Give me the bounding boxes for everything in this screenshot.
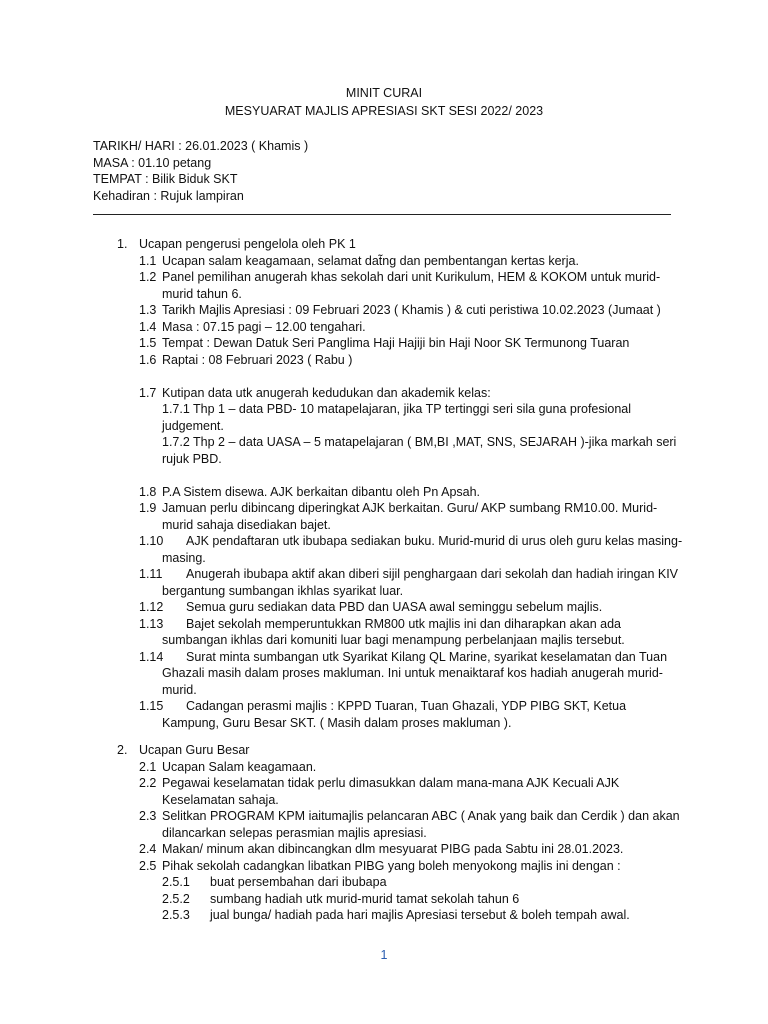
list-item <box>0 759 686 776</box>
list-item <box>0 841 686 858</box>
sub-item <box>0 401 686 434</box>
item-number: 1.1 <box>139 253 157 268</box>
item-text: Makan/ minum akan dibincangkan dlm mesyuarat PIBG pada Sabtu ini 28.01.2023. <box>162 842 624 856</box>
item-text: Cadangan perasmi majlis : KPPD Tuaran, Tuan Ghazali, YDP PIBG SKT, Ketua Kampung, Guru Besar SKT. ( Masih dalam proses makluman ). <box>162 699 627 730</box>
list-item <box>0 319 686 336</box>
item-text: Bajet sekolah memperuntukkan RM800 utk majlis ini dan diharapkan akan ada sumbangan ikhlas dari komuniti luar bagi menampung perbelanjaan majlis tersebut. <box>162 616 625 647</box>
item-text: Tempat : Dewan Datuk Seri Panglima Haji Hajiji bin Haji Noor SK Termunong Tuaran <box>162 336 630 350</box>
list-item <box>0 775 686 808</box>
item-number: 2.4 <box>139 842 157 856</box>
section-number: 1. <box>117 237 128 251</box>
item-number: 1.12 <box>139 600 164 614</box>
sub-item <box>0 907 686 924</box>
item-number: 1.11 <box>139 567 163 581</box>
item-number: 1.15 <box>139 699 164 713</box>
item-number: 2.2 <box>139 776 157 790</box>
item-number: 1.10 <box>139 534 164 548</box>
list-item <box>0 335 686 352</box>
item-number: 1.4 <box>139 319 157 334</box>
item-number: 1.2 <box>139 270 157 284</box>
item-text: Ucapan salam keagamaan, selamat dat̃ng dan pembentangan kertas kerja. <box>162 253 579 268</box>
list-item <box>0 352 686 369</box>
sub-item-text: sumbang hadiah utk murid-murid tamat sekolah tahun 6 <box>210 891 520 906</box>
sub-item-number: 2.5.3 <box>162 908 190 922</box>
item-text: Jamuan perlu dibincang diperingkat AJK berkaitan. Guru/ AKP sumbang RM10.00. Murid-murid sahaja disediakan bajet. <box>162 501 658 532</box>
meeting-date: TARIKH/ HARI : 26.01.2023 ( Khamis ) <box>93 139 309 153</box>
meeting-details <box>93 138 308 204</box>
section-title: Ucapan pengerusi pengelola oleh PK 1 <box>139 237 356 251</box>
item-text: Ucapan Salam keagamaan. <box>162 759 317 774</box>
document-subtitle: MESYUARAT MAJLIS APRESIASI SKT SESI 2022/ 2023 <box>224 104 544 118</box>
meeting-venue: TEMPAT : Bilik Biduk SKT <box>93 172 238 186</box>
page-number: 1 <box>380 948 388 962</box>
item-text: Pegawai keselamatan tidak perlu dimasukkan dalam mana-mana AJK Kecuali AJK Keselamatan sahaja. <box>162 776 620 807</box>
divider-line <box>93 214 671 215</box>
list-item <box>0 599 686 616</box>
sub-item <box>0 891 686 908</box>
item-text: Anugerah ibubapa aktif akan diberi sijil penghargaan dari sekolah dan hadiah iringan KIV bergantung sumbangan ikhlas syarikat luar. <box>162 567 679 598</box>
item-text: Selitkan PROGRAM KPM iaitumajlis pelancaran ABC ( Anak yang baik dan Cerdik ) dan akan dilancarkan selepas perasmian majlis apresiasi. <box>162 809 680 840</box>
list-item <box>0 302 686 319</box>
sub-item <box>0 874 686 891</box>
item-number: 1.8 <box>139 484 157 499</box>
item-text: Pihak sekolah cadangkan libatkan PIBG yang boleh menyokong majlis ini dengan : <box>162 858 621 873</box>
list-item <box>0 500 686 533</box>
sub-item-text: 1.7.2 Thp 2 – data UASA – 5 matapelajaran ( BM,BI ,MAT, SNS, SEJARAH )-jika markah seri rujuk PBD. <box>162 435 677 466</box>
list-item <box>0 649 686 699</box>
meeting-time: MASA : 01.10 petang <box>93 155 212 170</box>
item-text: Tarikh Majlis Apresiasi : 09 Februari 2023 ( Khamis ) & cuti peristiwa 10.02.2023 (Jumaat ) <box>162 303 661 317</box>
item-number: 1.13 <box>139 616 164 631</box>
list-item <box>0 698 686 731</box>
section-number: 2. <box>117 743 128 757</box>
item-text: Surat minta sumbangan utk Syarikat Kilang QL Marine, syarikat keselamatan dan Tuan Ghazali masih dalam proses makluman. Ini untuk menaiktaraf kos hadiah anugerah murid-murid. <box>162 649 668 697</box>
list-item <box>0 858 686 875</box>
item-number: 1.7 <box>139 385 157 400</box>
item-number: 2.5 <box>139 858 157 873</box>
item-text: Masa : 07.15 pagi – 12.00 tengahari. <box>162 319 366 334</box>
item-text: Kutipan data utk anugerah kedudukan dan akademik kelas: <box>162 385 491 400</box>
sub-item-text: 1.7.1 Thp 1 – data PBD- 10 matapelajaran, jika TP tertinggi seri sila guna profesional judgement. <box>162 402 632 433</box>
document-title: MINIT CURAI <box>345 86 423 100</box>
list-item <box>0 808 686 841</box>
list-item <box>0 484 686 501</box>
sub-item-number: 2.5.2 <box>162 891 190 906</box>
section-title: Ucapan Guru Besar <box>139 743 250 757</box>
section-heading <box>0 742 768 759</box>
list-item <box>0 616 686 649</box>
item-text: P.A Sistem disewa. AJK berkaitan dibantu oleh Pn Apsah. <box>162 484 481 499</box>
item-text: Semua guru sediakan data PBD dan UASA awal seminggu sebelum majlis. <box>186 600 603 614</box>
section-2 <box>0 742 768 924</box>
item-number: 1.6 <box>139 352 157 367</box>
sub-item-text: buat persembahan dari ibubapa <box>210 875 387 889</box>
meeting-attendance: Kehadiran : Rujuk lampiran <box>93 188 244 203</box>
section-1 <box>0 236 768 731</box>
item-number: 1.9 <box>139 501 157 515</box>
list-item <box>0 566 686 599</box>
list-item <box>0 253 686 270</box>
list-item <box>0 385 686 402</box>
item-text: Panel pemilihan anugerah khas sekolah dari unit Kurikulum, HEM & KOKOM untuk murid-murid tahun 6. <box>162 270 661 301</box>
item-text: Raptai : 08 Februari 2023 ( Rabu ) <box>162 352 353 367</box>
item-text: AJK pendaftaran utk ibubapa sediakan buku. Murid-murid di urus oleh guru kelas masing-masing. <box>162 534 683 565</box>
section-heading <box>0 236 768 253</box>
list-item <box>0 533 686 566</box>
sub-item-number: 2.5.1 <box>162 875 190 889</box>
item-number: 1.14 <box>139 649 164 664</box>
sub-item-text: jual bunga/ hadiah pada hari majlis Apresiasi tersebut & boleh tempah awal. <box>210 908 630 922</box>
item-number: 1.5 <box>139 336 157 350</box>
item-number: 1.3 <box>139 303 157 317</box>
list-item <box>0 269 686 302</box>
item-number: 2.1 <box>139 759 157 774</box>
sub-item <box>0 434 686 467</box>
item-number: 2.3 <box>139 809 157 823</box>
